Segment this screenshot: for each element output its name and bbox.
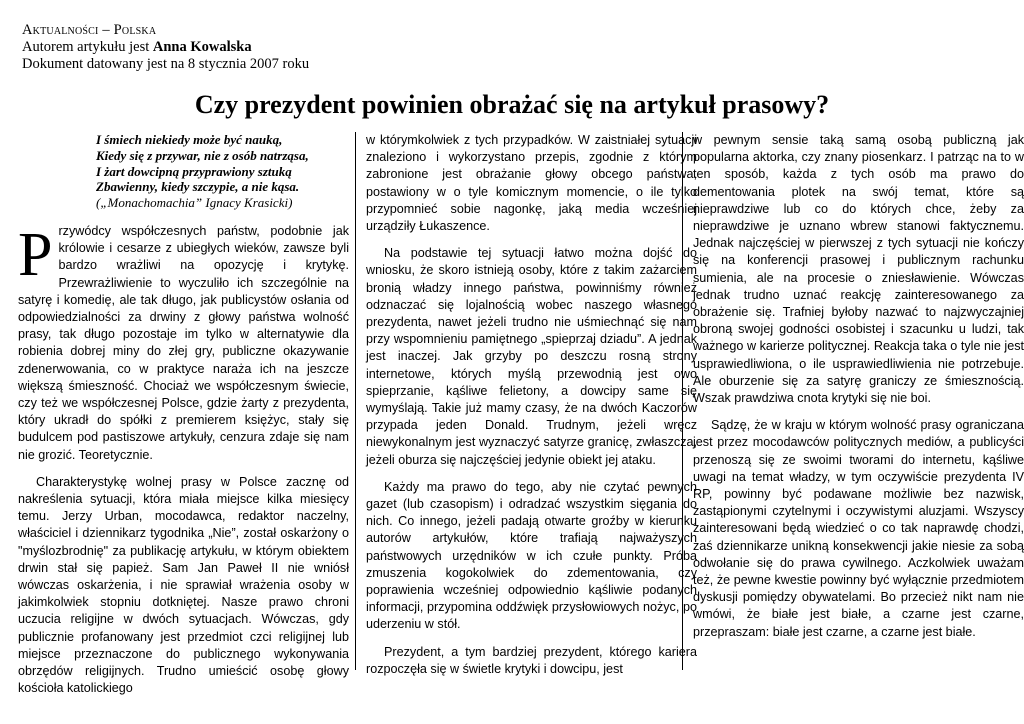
epigraph (96, 132, 349, 211)
epigraph-line: Zbawienny, kiedy szczypie, a nie kąsa. (96, 179, 300, 195)
column-divider (355, 132, 356, 670)
author-name: Anna Kowalska (152, 39, 252, 55)
document-header (22, 22, 309, 73)
paragraph: Sądzę, że w kraju w którym wolność prasy ograniczana jest przez mocodawców politycznych mediów, a publicyści przenoszą się ze swoimi tworami do internetu, kąśliwe uwagi na temat władzy, w tym oczywiście prezydenta IV RP, powinny być podawane możliwie bez nazwisk, zastąpionymi czytelnymi i oczywistymi aluzjami. Wszyscy zainteresowani będą wiedzieć o co tak naprawdę chodzi, zaś dziennikarze unikną konsekwencji jakie niesie za sobą odwołanie się do prawa cywilnego. Aczkolwiek uważam też, że pewne kwestie powinny być wyłącznie przedmiotem dyskusji pomiędzy obywatelami. Bo przecież nikt nam nie wmówi, że białe jest białe, a czarne jest czarne, przepraszam: białe jest czarne, a czarne jest białe. (693, 418, 1024, 639)
article-column-2 (366, 132, 697, 676)
section-label: Aktualności – Polska (22, 22, 157, 38)
epigraph-line: I żart dowcipną przyprawiony sztuką (96, 163, 292, 179)
author-prefix: Autorem artykułu jest (22, 39, 153, 55)
paragraph: Na podstawie tej sytuacji łatwo można dojść do wniosku, że skoro istnieją osoby, które z takim zażarciem bronią władzy innego państwa, powinniśmy również odznaczać się lojalnością wobec naszego własnego prezydenta, nawet jeżeli trudno nie uśmiechnąć się nam przy wspomnieniu pamiętnego „spieprzaj dziadu”. A jednak jest inaczej. Jak grzyby po deszczu rosną strony internetowe, których myślą przewodnią jest owo spieprzanie, kąśliwe felietony, a dowcipy same się wymyślają. Takie już mamy czasy, że na dwóch Kaczorów przypada jeden Donald. Trudnym, jeżeli wręcz niewykonalnym jest wyznaczyć satyrze granicę, zwłaszcza, jeżeli oburza się najczęściej jedynie obiekt jej ataku. (366, 246, 697, 467)
date-line: Dokument datowany jest na 8 stycznia 2007 roku (22, 56, 310, 72)
paragraph: w pewnym sensie taką samą osobą publiczną jak popularna aktorka, czy znany piosenkarz. I patrząc na to w ten sposób, każda z tych osób ma prawo do dementowania plotek na swój temat, które są nieprawdziwe lub co do których chce, żeby za nieprawdziwe je uznano wbrew stanowi faktycznemu. Jednak najczęściej w pierwszej z tych sytuacji nie kończy się na konferencji prasowej i publicznym rachunku sumienia, ale na procesie o zniesławienie. Wówczas jednak trudno uznać reakcję zainteresowanego za obrażenie się. Trafniej byłoby nazwać to najzwyczajniej obroną swojej godności osobistej i szacunku u ludzi, tak ważnego w karierze politycznej. Reakcja taka o tyle nie jest usprawiedliwiona, o ile usprawiedliwienia nie potrzebuje. Ale oburzenie się za satyrę graniczy ze śmiesznością. Wszak prawdziwa cnota krytyki się nie boi. (693, 133, 1024, 406)
paragraph: Charakterystykę wolnej prasy w Polsce zacznę od nakreślenia sytuacji, która miała miejsce kilka miesięcy temu. Jerzy Urban, mocodawca, redaktor naczelny, właściciel i dziennikarz tygodnika „Nie”, został oskarżony o "myślozbrodnię" za publikację artykułu, w którym obiektem drwin stał się papież. Sam Jan Paweł II nie wniósł wówczas oskarżenia, i nie sprawiał wrażenia osoby w jakimkolwiek stopniu dotkniętej. Nasze prawo chroni uczucia religijne w dwóch sytuacjach. Wówczas, gdy publicznie profanowany jest przedmiot czci religijnej lub miejsce przeznaczone do publicznego wykonywania obrzędów religijnych. Trudno umieścić osobę głowy kościoła katolickiego (18, 474, 349, 696)
article-column-3 (693, 132, 1024, 672)
paragraph: Każdy ma prawo do tego, aby nie czytać pewnych gazet (lub czasopism) i odradzać wszystkim sięgania do nich. Co innego, jeżeli padają otwarte groźby w kierunku autorów artykułów, które trafiają najważyszych państwowych urzędników w ich czułe punkty. Próba zmuszenia kogokolwiek do zdementowania, czy poprawienia wcześniej odpowiednio kąśliwie podanych informacji, przypomina oddźwięk przysłowiowych nożyc, po uderzeniu w stół. (366, 479, 697, 632)
epigraph-source: („Monachomachia” Ignacy Krasicki) (96, 195, 293, 211)
epigraph-line: I śmiech niekiedy może być nauką, (96, 132, 283, 147)
epigraph-line: Kiedy się z przywar, nie z osób natrząsa, (96, 147, 309, 163)
author-line (22, 39, 309, 56)
paragraph: Prezydent, a tym bardziej prezydent, którego kariera rozpoczęła się w świetle krytyki i dowcipu, jest (366, 644, 697, 676)
article-column-1 (18, 132, 349, 696)
article-title: Czy prezydent powinien obrażać się na artykuł prasowy? (194, 90, 830, 119)
drop-cap: P (18, 220, 53, 289)
paragraph (18, 220, 349, 464)
paragraph-text: rzywódcy współczesnych państw, podobnie jak królowie i cesarze z ubiegłych wieków, zawsze byli bardzo wrażliwi na opozycję i krytykę. Przewrażliwienie to wyczuliło ich szczególnie na satyrę i komedię, ale tak długo, jak publicystów osłania od odpowiedzialności za drwiny z głowy państwa wolność prasy, tak długo pozostaje im tylko w alternatywie dla robienia dobrej miny do złej gry, publiczne okazywanie zdenerwowania, co w praktyce naraża ich na jeszcze większą śmieszność. Chociaż we współczesnym świecie, czy też we współczesnej Polsce, gdzie żarty z prezydenta, który ukradł do spółki z premierem księżyc, stały się budulcem pod pastiszowe artykuły, cenzura zdaje się nam nie grozić. Teoretycznie. (18, 223, 349, 462)
paragraph: w którymkolwiek z tych przypadków. W zaistniałej sytuacji znaleziono i wykorzystano przepis, zgodnie z którym zabronione jest obrażanie głowy obcego państwa, postawiony w o tyle komicznym momencie, o ile tylko przypomnieć sobie nagonkę, jaką media wcześniej urządziły Łukaszence. (366, 133, 697, 234)
